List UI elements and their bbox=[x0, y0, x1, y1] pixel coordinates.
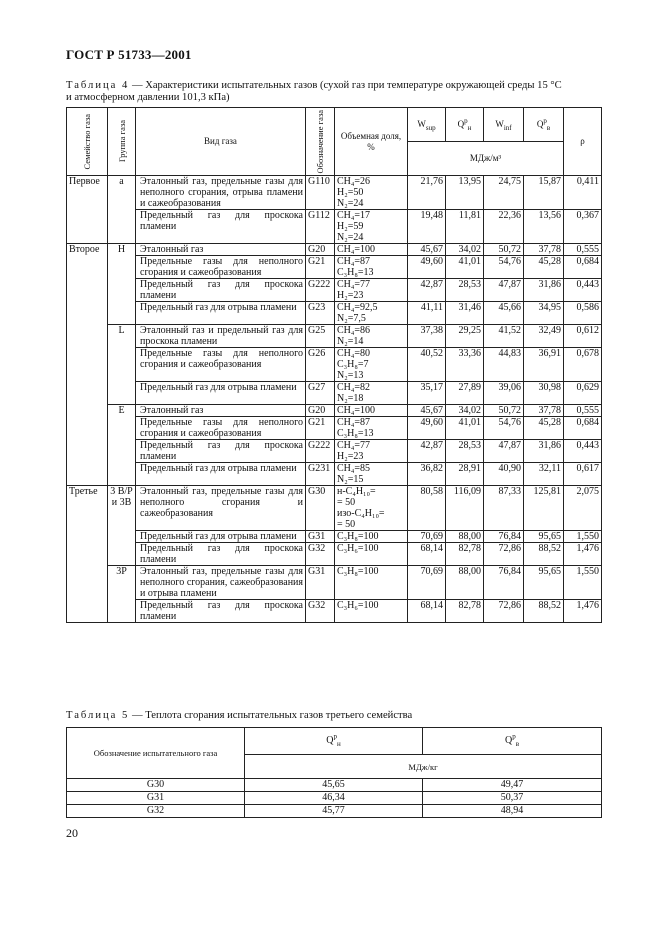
cell-gas-type: Предельные газы для неполного сгорания и сажеобразования bbox=[136, 256, 306, 279]
cell-w1: 70,69 bbox=[408, 531, 446, 543]
table-row bbox=[67, 279, 602, 302]
table4-caption-text: — Характеристики испытательных газов (сухой газ при температуре окружающей среды 15 °С bbox=[129, 80, 562, 91]
cell-q2: 13,56 bbox=[524, 210, 564, 244]
composition-line: CH₄=80 bbox=[337, 348, 371, 359]
cell-w2: 40,90 bbox=[484, 463, 524, 486]
cell-q2: 30,98 bbox=[524, 382, 564, 405]
cell-designation: G231 bbox=[306, 463, 335, 486]
composition-line: N₂=13 bbox=[337, 370, 364, 381]
composition-line: C₃H₈=100 bbox=[337, 566, 379, 577]
cell-w2: 44,83 bbox=[484, 348, 524, 382]
header-unit: МДж/м³ bbox=[408, 142, 564, 176]
cell-q2: 32,11 bbox=[524, 463, 564, 486]
cell-q1: 88,00 bbox=[446, 566, 484, 600]
cell-gas-type: Предельный газ для отрыва пламени bbox=[136, 382, 306, 405]
cell-designation: G27 bbox=[306, 382, 335, 405]
cell-q2: 37,78 bbox=[524, 405, 564, 417]
cell-rho: 0,411 bbox=[564, 176, 602, 210]
table-row bbox=[67, 348, 602, 382]
table-row bbox=[67, 382, 602, 405]
cell-w2: 87,33 bbox=[484, 486, 524, 531]
document-header: ГОСТ Р 51733—2001 bbox=[66, 47, 192, 62]
cell-q2: 15,87 bbox=[524, 176, 564, 210]
cell-designation: G31 bbox=[306, 531, 335, 543]
cell-composition bbox=[335, 382, 408, 405]
cell-rho: 1,476 bbox=[564, 600, 602, 623]
composition-line: N₂=24 bbox=[337, 232, 364, 243]
cell-composition bbox=[335, 256, 408, 279]
cell-q1: 82,78 bbox=[446, 600, 484, 623]
cell-q1: 82,78 bbox=[446, 543, 484, 566]
cell-rho: 0,443 bbox=[564, 279, 602, 302]
cell-code: G31 bbox=[67, 792, 245, 805]
cell-w2: 47,87 bbox=[484, 279, 524, 302]
cell-designation: G110 bbox=[306, 176, 335, 210]
cell-designation: G112 bbox=[306, 210, 335, 244]
cell-gas-type: Предельный газ для отрыва пламени bbox=[136, 531, 306, 543]
composition-line: N₂=7,5 bbox=[337, 313, 366, 324]
cell-composition bbox=[335, 566, 408, 600]
cell-q1: 28,91 bbox=[446, 463, 484, 486]
cell-w2: 54,76 bbox=[484, 417, 524, 440]
cell-composition bbox=[335, 348, 408, 382]
cell-family: Первое bbox=[67, 176, 108, 244]
header-group: Группа газа bbox=[108, 108, 136, 176]
cell-code: G30 bbox=[67, 779, 245, 792]
cell-gas-type: Эталонный газ, предельные газы для неполного сгорания, отрыва пламени и сажеобразования bbox=[136, 176, 306, 210]
composition-line: H₂=59 bbox=[337, 221, 364, 232]
composition-line: C₃H₈=100 bbox=[337, 531, 379, 542]
cell-designation: G25 bbox=[306, 325, 335, 348]
composition-line: н-C₄H₁₀= bbox=[337, 486, 376, 497]
cell-w1: 36,82 bbox=[408, 463, 446, 486]
cell-w1: 42,87 bbox=[408, 279, 446, 302]
table-row bbox=[67, 600, 602, 623]
composition-line: H₂=23 bbox=[337, 290, 364, 301]
cell-w2: 39,06 bbox=[484, 382, 524, 405]
cell-q2: 31,86 bbox=[524, 279, 564, 302]
cell-q1: 41,01 bbox=[446, 256, 484, 279]
header-volume-fraction: Объемная доля, % bbox=[335, 108, 408, 176]
composition-line: H₂=50 bbox=[337, 187, 364, 198]
cell-w1: 19,48 bbox=[408, 210, 446, 244]
cell-designation: G30 bbox=[306, 486, 335, 531]
cell-q2: 32,49 bbox=[524, 325, 564, 348]
table-row bbox=[67, 463, 602, 486]
cell-w2: 41,52 bbox=[484, 325, 524, 348]
composition-line: N₂=15 bbox=[337, 474, 364, 485]
cell-q1: 41,01 bbox=[446, 417, 484, 440]
cell-gas-type: Предельные газы для неполного сгорания и сажеобразования bbox=[136, 348, 306, 382]
cell-q2: 88,52 bbox=[524, 600, 564, 623]
cell-w1: 49,60 bbox=[408, 256, 446, 279]
heat-of-combustion-table bbox=[66, 727, 602, 818]
cell-gas-type: Эталонный газ bbox=[136, 405, 306, 417]
cell-code: G32 bbox=[67, 805, 245, 818]
composition-line: = 50 bbox=[337, 519, 356, 530]
cell-w2: 22,36 bbox=[484, 210, 524, 244]
cell-w2: 50,72 bbox=[484, 244, 524, 256]
cell-w2: 45,66 bbox=[484, 302, 524, 325]
cell-q1: 29,25 bbox=[446, 325, 484, 348]
header-q-sup: $Q^р_в$ bbox=[524, 108, 564, 142]
cell-rho: 0,367 bbox=[564, 210, 602, 244]
cell-group: L bbox=[108, 325, 136, 405]
cell-w1: 45,67 bbox=[408, 405, 446, 417]
cell-rho: 0,629 bbox=[564, 382, 602, 405]
composition-line: CH₄=77 bbox=[337, 440, 371, 451]
cell-composition bbox=[335, 302, 408, 325]
cell-designation: G31 bbox=[306, 566, 335, 600]
cell-designation: G26 bbox=[306, 348, 335, 382]
composition-line: C₃H₈=13 bbox=[337, 428, 374, 439]
composition-line: изо-C₄H₁₀= bbox=[337, 508, 385, 519]
composition-line: C₃H₈=7 bbox=[337, 359, 369, 370]
table-row bbox=[67, 531, 602, 543]
cell-q1: 13,95 bbox=[446, 176, 484, 210]
cell-w1: 80,58 bbox=[408, 486, 446, 531]
cell-composition bbox=[335, 543, 408, 566]
cell-composition bbox=[335, 600, 408, 623]
cell-group: Н bbox=[108, 244, 136, 325]
cell-gas-type: Предельный газ для проскока пламени bbox=[136, 600, 306, 623]
cell-designation: G222 bbox=[306, 440, 335, 463]
cell-q1: 88,00 bbox=[446, 531, 484, 543]
cell-q2: 125,81 bbox=[524, 486, 564, 531]
cell-composition bbox=[335, 325, 408, 348]
cell-rho: 0,555 bbox=[564, 244, 602, 256]
cell-w1: 68,14 bbox=[408, 543, 446, 566]
cell-composition bbox=[335, 405, 408, 417]
cell-w2: 76,84 bbox=[484, 531, 524, 543]
table4-caption-text2: и атмосферном давлении 101,3 кПа) bbox=[66, 92, 230, 103]
cell-composition bbox=[335, 531, 408, 543]
page-number: 20 bbox=[66, 826, 78, 840]
cell-w1: 35,17 bbox=[408, 382, 446, 405]
cell-group: Е bbox=[108, 405, 136, 486]
composition-line: CH₄=85 bbox=[337, 463, 371, 474]
cell-gas-type: Эталонный газ и предельный газ для проскока пламени bbox=[136, 325, 306, 348]
cell-w1: 40,52 bbox=[408, 348, 446, 382]
cell-designation: G222 bbox=[306, 279, 335, 302]
table5-caption-text: — Теплота сгорания испытательных газов третьего семейства bbox=[129, 710, 413, 721]
table-row bbox=[67, 302, 602, 325]
cell-rho: 1,550 bbox=[564, 566, 602, 600]
cell-gas-type: Предельный газ для отрыва пламени bbox=[136, 463, 306, 486]
header-designation: Обозначение газа bbox=[306, 108, 335, 176]
composition-line: H₂=23 bbox=[337, 451, 364, 462]
cell-q1: 34,02 bbox=[446, 244, 484, 256]
cell-q1: 46,34 bbox=[245, 792, 423, 805]
composition-line: CH₄=100 bbox=[337, 244, 376, 255]
cell-w1: 41,11 bbox=[408, 302, 446, 325]
cell-composition bbox=[335, 279, 408, 302]
cell-gas-type: Предельный газ для проскока пламени bbox=[136, 543, 306, 566]
table-row bbox=[67, 244, 602, 256]
table-row bbox=[67, 405, 602, 417]
composition-line: CH₄=100 bbox=[337, 405, 376, 416]
cell-rho: 0,443 bbox=[564, 440, 602, 463]
cell-composition bbox=[335, 486, 408, 531]
t5-header-designation: Обозначение испытательного газа bbox=[67, 728, 245, 779]
cell-q2: 36,91 bbox=[524, 348, 564, 382]
cell-group: 3Р bbox=[108, 566, 136, 623]
cell-q1: 34,02 bbox=[446, 405, 484, 417]
cell-w1: 49,60 bbox=[408, 417, 446, 440]
cell-designation: G23 bbox=[306, 302, 335, 325]
cell-gas-type: Предельный газ для проскока пламени bbox=[136, 210, 306, 244]
composition-line: CH₄=17 bbox=[337, 210, 371, 221]
cell-rho: 0,678 bbox=[564, 348, 602, 382]
cell-q1: 27,89 bbox=[446, 382, 484, 405]
cell-q2: 37,78 bbox=[524, 244, 564, 256]
t5-header-unit: МДж/кг bbox=[245, 755, 602, 779]
cell-designation: G21 bbox=[306, 417, 335, 440]
cell-q2: 45,28 bbox=[524, 256, 564, 279]
cell-rho: 0,617 bbox=[564, 463, 602, 486]
gas-characteristics-table bbox=[66, 107, 602, 623]
composition-line: CH₄=87 bbox=[337, 417, 371, 428]
cell-family: Третье bbox=[67, 486, 108, 623]
cell-group: 3 В/Р и 3В bbox=[108, 486, 136, 566]
header-density: ρ bbox=[564, 108, 602, 176]
cell-w1: 70,69 bbox=[408, 566, 446, 600]
cell-q1: 33,36 bbox=[446, 348, 484, 382]
table-row bbox=[67, 256, 602, 279]
cell-q2: 31,86 bbox=[524, 440, 564, 463]
cell-composition bbox=[335, 440, 408, 463]
cell-w2: 50,72 bbox=[484, 405, 524, 417]
cell-gas-type: Предельные газы для неполного сгорания и сажеобразования bbox=[136, 417, 306, 440]
cell-q2: 95,65 bbox=[524, 566, 564, 600]
header-q-inf: $Q^р_н$ bbox=[446, 108, 484, 142]
cell-q2: 95,65 bbox=[524, 531, 564, 543]
cell-rho: 1,550 bbox=[564, 531, 602, 543]
cell-composition bbox=[335, 463, 408, 486]
composition-line: CH₄=92,5 bbox=[337, 302, 378, 313]
cell-q1: 11,81 bbox=[446, 210, 484, 244]
table-row bbox=[67, 566, 602, 600]
cell-designation: G20 bbox=[306, 405, 335, 417]
cell-w1: 68,14 bbox=[408, 600, 446, 623]
cell-composition bbox=[335, 417, 408, 440]
table5-caption bbox=[66, 710, 412, 722]
cell-w2: 72,86 bbox=[484, 543, 524, 566]
cell-w1: 45,67 bbox=[408, 244, 446, 256]
table-row bbox=[67, 779, 602, 792]
cell-w2: 72,86 bbox=[484, 600, 524, 623]
composition-line: C₃H₆=100 bbox=[337, 543, 379, 554]
cell-q1: 45,77 bbox=[245, 805, 423, 818]
cell-w2: 76,84 bbox=[484, 566, 524, 600]
cell-designation: G21 bbox=[306, 256, 335, 279]
cell-rho: 1,476 bbox=[564, 543, 602, 566]
cell-q2: 49,47 bbox=[423, 779, 602, 792]
cell-q1: 28,53 bbox=[446, 440, 484, 463]
table-row bbox=[67, 805, 602, 818]
composition-line: N₂=18 bbox=[337, 393, 364, 404]
cell-group: а bbox=[108, 176, 136, 244]
cell-w1: 42,87 bbox=[408, 440, 446, 463]
composition-line: C₃H₈=13 bbox=[337, 267, 374, 278]
composition-line: N₂=24 bbox=[337, 198, 364, 209]
composition-line: CH₄=77 bbox=[337, 279, 371, 290]
cell-q2: 45,28 bbox=[524, 417, 564, 440]
table-row bbox=[67, 440, 602, 463]
cell-q1: 31,46 bbox=[446, 302, 484, 325]
cell-q2: 34,95 bbox=[524, 302, 564, 325]
table-row bbox=[67, 417, 602, 440]
table4-caption bbox=[66, 80, 562, 104]
cell-rho: 0,555 bbox=[564, 405, 602, 417]
cell-q1: 116,09 bbox=[446, 486, 484, 531]
cell-family: Второе bbox=[67, 244, 108, 486]
table-row bbox=[67, 486, 602, 531]
composition-line: CH₄=26 bbox=[337, 176, 371, 187]
cell-w2: 47,87 bbox=[484, 440, 524, 463]
cell-q2: 88,52 bbox=[524, 543, 564, 566]
cell-rho: 0,612 bbox=[564, 325, 602, 348]
cell-composition bbox=[335, 176, 408, 210]
composition-line: = 50 bbox=[337, 497, 356, 508]
cell-rho: 2,075 bbox=[564, 486, 602, 531]
table5-caption-label: Таблица 5 bbox=[66, 710, 130, 721]
t5-header-q-inf: $Q^р_н$ bbox=[245, 728, 423, 755]
cell-w2: 24,75 bbox=[484, 176, 524, 210]
table-row bbox=[67, 543, 602, 566]
header-w-inf: $W_{inf}$ bbox=[484, 108, 524, 142]
cell-q1: 28,53 bbox=[446, 279, 484, 302]
table-row bbox=[67, 210, 602, 244]
cell-composition bbox=[335, 244, 408, 256]
table-row bbox=[67, 325, 602, 348]
cell-designation: G32 bbox=[306, 543, 335, 566]
cell-gas-type: Предельный газ для отрыва пламени bbox=[136, 302, 306, 325]
cell-gas-type: Предельный газ для проскока пламени bbox=[136, 440, 306, 463]
cell-rho: 0,586 bbox=[564, 302, 602, 325]
header-gas-type: Вид газа bbox=[136, 108, 306, 176]
cell-w1: 21,76 bbox=[408, 176, 446, 210]
t5-header-q-sup: $Q^р_в$ bbox=[423, 728, 602, 755]
cell-q2: 48,94 bbox=[423, 805, 602, 818]
composition-line: CH₄=87 bbox=[337, 256, 371, 267]
cell-designation: G20 bbox=[306, 244, 335, 256]
cell-q2: 50,37 bbox=[423, 792, 602, 805]
table4-caption-label: Таблица 4 bbox=[66, 80, 130, 91]
cell-gas-type: Эталонный газ, предельные газы для неполного сгорания и сажеобразования bbox=[136, 486, 306, 531]
table-row bbox=[67, 792, 602, 805]
composition-line: C₃H₆=100 bbox=[337, 600, 379, 611]
header-family: Семейство газа bbox=[67, 108, 108, 176]
composition-line: CH₄=82 bbox=[337, 382, 371, 393]
cell-rho: 0,684 bbox=[564, 417, 602, 440]
composition-line: CH₄=86 bbox=[337, 325, 371, 336]
cell-q1: 45,65 bbox=[245, 779, 423, 792]
cell-w1: 37,38 bbox=[408, 325, 446, 348]
cell-gas-type: Эталонный газ, предельные газы для неполного сгорания, сажеобразования и отрыва пламени bbox=[136, 566, 306, 600]
header-w-sup: $W_{sup}$ bbox=[408, 108, 446, 142]
cell-gas-type: Эталонный газ bbox=[136, 244, 306, 256]
composition-line: N₂=14 bbox=[337, 336, 364, 347]
table-row bbox=[67, 176, 602, 210]
cell-rho: 0,684 bbox=[564, 256, 602, 279]
cell-composition bbox=[335, 210, 408, 244]
cell-w2: 54,76 bbox=[484, 256, 524, 279]
cell-gas-type: Предельный газ для проскока пламени bbox=[136, 279, 306, 302]
cell-designation: G32 bbox=[306, 600, 335, 623]
